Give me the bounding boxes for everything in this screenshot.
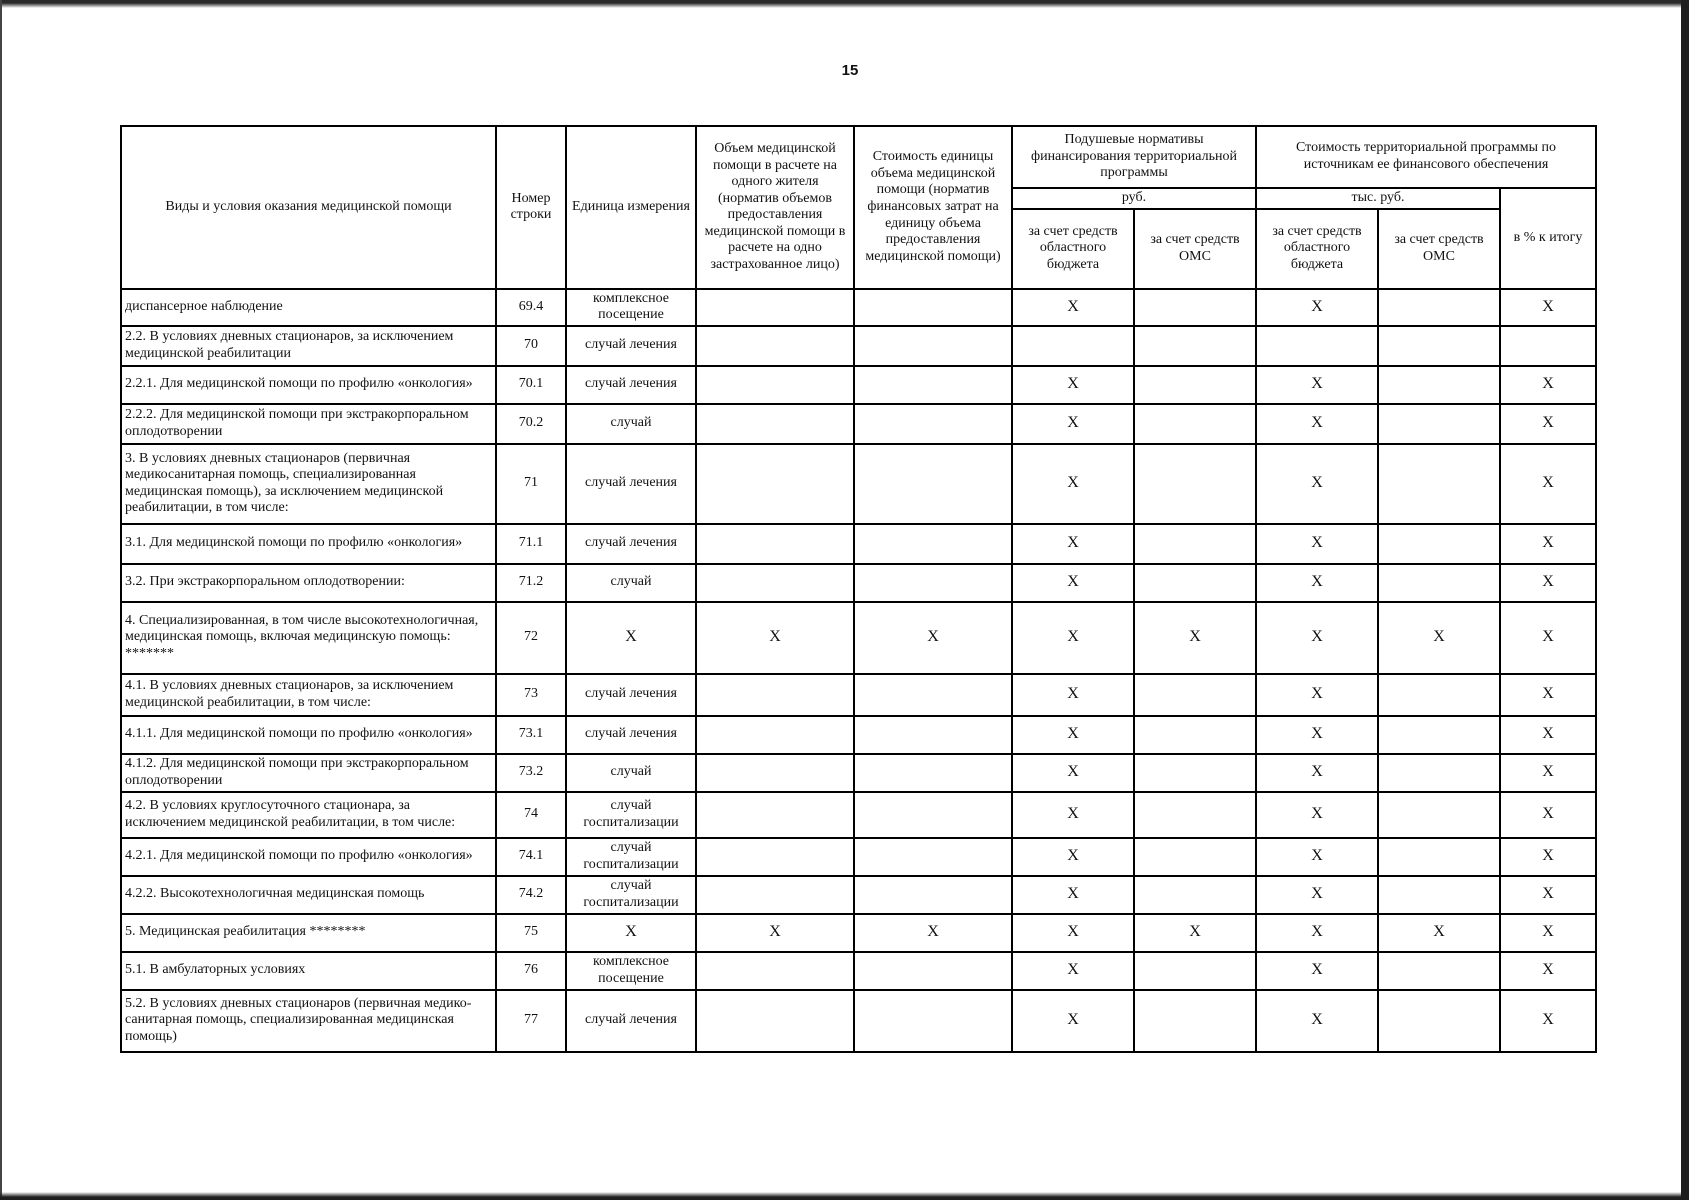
row-number: 73.2: [496, 754, 566, 792]
cell-cost-oms: [1378, 404, 1500, 444]
scan-edge-bottom: [0, 1192, 1689, 1200]
table-row: [121, 404, 1596, 444]
cell-percent-total: X: [1500, 289, 1596, 326]
cell-per-capita-regional: X: [1012, 444, 1134, 524]
cell-per-capita-oms: [1134, 404, 1256, 444]
cell-cost-regional: X: [1256, 876, 1378, 914]
cell-cost-oms: [1378, 524, 1500, 564]
cell-percent-total: X: [1500, 444, 1596, 524]
cell-per-capita-oms: [1134, 990, 1256, 1052]
cell-cost-oms: [1378, 674, 1500, 716]
cell-unit-cost: [854, 674, 1012, 716]
table-row: [121, 444, 1596, 524]
cell-volume: [696, 792, 854, 838]
table-row: [121, 914, 1596, 952]
cell-unit-cost: [854, 838, 1012, 876]
cell-per-capita-regional: X: [1012, 838, 1134, 876]
cell-cost-oms: [1378, 289, 1500, 326]
cell-unit-cost: [854, 524, 1012, 564]
table-row: [121, 289, 1596, 326]
cell-per-capita-regional: X: [1012, 792, 1134, 838]
cell-cost-oms: X: [1378, 914, 1500, 952]
program-cost-table: [120, 125, 1597, 1053]
cell-per-capita-oms: X: [1134, 602, 1256, 674]
table-row: [121, 952, 1596, 990]
cell-cost-oms: [1378, 792, 1500, 838]
row-unit: случай: [566, 564, 696, 602]
cell-cost-oms: [1378, 990, 1500, 1052]
cell-cost-regional: X: [1256, 754, 1378, 792]
header-unit-cost: Стоимость единицы объема медицинской помощи (норматив финансовых затрат на единицу объема предоставления медицинской помощи): [854, 126, 1012, 289]
cell-percent-total: X: [1500, 674, 1596, 716]
cell-volume: [696, 564, 854, 602]
row-number: 75: [496, 914, 566, 952]
cell-per-capita-regional: X: [1012, 754, 1134, 792]
cell-cost-regional: X: [1256, 914, 1378, 952]
cell-unit-cost: [854, 289, 1012, 326]
row-number: 74.2: [496, 876, 566, 914]
cell-per-capita-regional: X: [1012, 602, 1134, 674]
header-per-capita-oms: за счет средств ОМС: [1134, 209, 1256, 289]
cell-cost-regional: X: [1256, 716, 1378, 754]
row-number: 70.2: [496, 404, 566, 444]
cell-per-capita-oms: [1134, 792, 1256, 838]
row-name: 2.2.1. Для медицинской помощи по профилю «онкология»: [121, 366, 496, 404]
cell-per-capita-regional: X: [1012, 990, 1134, 1052]
row-number: 73: [496, 674, 566, 716]
page-number: 15: [841, 62, 859, 79]
row-name: 3. В условиях дневных стационаров (первичная медикосанитарная помощь, специализированная медицинская помощь), за исключением медицинской реабилитации, в том числе:: [121, 444, 496, 524]
cell-percent-total: X: [1500, 404, 1596, 444]
cell-volume: [696, 716, 854, 754]
cell-volume: [696, 444, 854, 524]
row-name: 5.1. В амбулаторных условиях: [121, 952, 496, 990]
cell-cost-oms: [1378, 716, 1500, 754]
cell-percent-total: X: [1500, 990, 1596, 1052]
row-name: 4.1.2. Для медицинской помощи при экстракорпоральном оплодотворении: [121, 754, 496, 792]
table-row: [121, 564, 1596, 602]
table-row: [121, 754, 1596, 792]
cell-unit-cost: [854, 990, 1012, 1052]
cell-per-capita-regional: X: [1012, 952, 1134, 990]
cell-percent-total: X: [1500, 838, 1596, 876]
cell-unit-cost: [854, 876, 1012, 914]
cell-volume: [696, 876, 854, 914]
table-row: [121, 326, 1596, 366]
cell-percent-total: X: [1500, 716, 1596, 754]
row-number: 71: [496, 444, 566, 524]
header-cost-regional: за счет средств областного бюджета: [1256, 209, 1378, 289]
cell-volume: X: [696, 914, 854, 952]
cell-cost-regional: X: [1256, 289, 1378, 326]
header-unit-rub: руб.: [1012, 188, 1256, 209]
row-number: 70: [496, 326, 566, 366]
row-unit: случай лечения: [566, 990, 696, 1052]
cell-per-capita-regional: X: [1012, 716, 1134, 754]
row-number: 70.1: [496, 366, 566, 404]
cell-percent-total: X: [1500, 876, 1596, 914]
header-program-cost-group: Стоимость территориальной программы по источникам ее финансового обеспечения: [1256, 126, 1596, 188]
cell-per-capita-regional: X: [1012, 564, 1134, 602]
cell-unit-cost: [854, 754, 1012, 792]
cell-cost-regional: X: [1256, 792, 1378, 838]
cell-volume: [696, 754, 854, 792]
cell-cost-oms: [1378, 838, 1500, 876]
cell-cost-oms: [1378, 952, 1500, 990]
table-row: [121, 876, 1596, 914]
cell-unit-cost: [854, 444, 1012, 524]
row-number: 74.1: [496, 838, 566, 876]
cell-cost-oms: [1378, 754, 1500, 792]
cell-per-capita-regional: X: [1012, 404, 1134, 444]
cell-per-capita-oms: [1134, 326, 1256, 366]
cell-per-capita-oms: [1134, 444, 1256, 524]
row-number: 71.1: [496, 524, 566, 564]
cell-percent-total: X: [1500, 952, 1596, 990]
row-name: 4.2.1. Для медицинской помощи по профилю «онкология»: [121, 838, 496, 876]
row-unit: случай лечения: [566, 366, 696, 404]
row-unit: случай лечения: [566, 674, 696, 716]
header-per-capita-regional: за счет средств областного бюджета: [1012, 209, 1134, 289]
cell-cost-oms: X: [1378, 602, 1500, 674]
cell-cost-regional: X: [1256, 838, 1378, 876]
cell-per-capita-regional: X: [1012, 366, 1134, 404]
cell-per-capita-oms: X: [1134, 914, 1256, 952]
cell-cost-regional: X: [1256, 444, 1378, 524]
row-unit: случай лечения: [566, 716, 696, 754]
cell-unit-cost: [854, 326, 1012, 366]
cell-cost-regional: X: [1256, 524, 1378, 564]
row-number: 69.4: [496, 289, 566, 326]
cell-unit-cost: [854, 716, 1012, 754]
cell-volume: [696, 990, 854, 1052]
cell-volume: [696, 366, 854, 404]
header-unit-thousand-rub: тыс. руб.: [1256, 188, 1500, 209]
cell-percent-total: X: [1500, 366, 1596, 404]
cell-cost-regional: X: [1256, 674, 1378, 716]
cell-percent-total: X: [1500, 792, 1596, 838]
cell-volume: [696, 326, 854, 366]
cell-cost-regional: X: [1256, 602, 1378, 674]
cell-percent-total: X: [1500, 754, 1596, 792]
cell-volume: [696, 289, 854, 326]
header-unit: Единица измерения: [566, 126, 696, 289]
scan-edge-left: [0, 0, 2, 1200]
cell-per-capita-oms: [1134, 838, 1256, 876]
cell-per-capita-oms: [1134, 754, 1256, 792]
cell-per-capita-regional: X: [1012, 524, 1134, 564]
header-type-of-care: Виды и условия оказания медицинской помощи: [121, 126, 496, 289]
row-name: 5.2. В условиях дневных стационаров (первичная медико-санитарная помощь, специализированная медицинская помощь): [121, 990, 496, 1052]
row-name: 4.2. В условиях круглосуточного стационара, за исключением медицинской реабилитации, в том числе:: [121, 792, 496, 838]
table-body: [121, 289, 1596, 1052]
cell-unit-cost: X: [854, 602, 1012, 674]
scan-edge-right: [1681, 0, 1689, 1200]
cell-unit-cost: X: [854, 914, 1012, 952]
header-percent-total: в % к итогу: [1500, 188, 1596, 289]
cell-cost-regional: [1256, 326, 1378, 366]
row-number: 73.1: [496, 716, 566, 754]
table-row: [121, 838, 1596, 876]
cell-per-capita-oms: [1134, 366, 1256, 404]
cell-unit-cost: [854, 792, 1012, 838]
cell-volume: [696, 674, 854, 716]
cell-per-capita-oms: [1134, 564, 1256, 602]
cell-volume: X: [696, 602, 854, 674]
row-number: 74: [496, 792, 566, 838]
row-unit: случай лечения: [566, 326, 696, 366]
row-name: 4. Специализированная, в том числе высокотехнологичная, медицинская помощь, включая медицинскую помощь: *******: [121, 602, 496, 674]
cell-cost-regional: X: [1256, 366, 1378, 404]
cell-percent-total: X: [1500, 914, 1596, 952]
scan-edge-top: [0, 0, 1689, 8]
cell-cost-regional: X: [1256, 404, 1378, 444]
row-number: 72: [496, 602, 566, 674]
table-row: [121, 990, 1596, 1052]
row-unit: случай госпитализации: [566, 792, 696, 838]
row-unit: X: [566, 602, 696, 674]
cell-cost-oms: [1378, 564, 1500, 602]
row-name: диспансерное наблюдение: [121, 289, 496, 326]
table-row: [121, 602, 1596, 674]
row-unit: комплексное посещение: [566, 289, 696, 326]
row-unit: случай: [566, 754, 696, 792]
cell-per-capita-regional: X: [1012, 876, 1134, 914]
cell-cost-regional: X: [1256, 990, 1378, 1052]
row-name: 2.2. В условиях дневных стационаров, за исключением медицинской реабилитации: [121, 326, 496, 366]
cell-volume: [696, 404, 854, 444]
cell-per-capita-regional: [1012, 326, 1134, 366]
row-name: 4.1.1. Для медицинской помощи по профилю «онкология»: [121, 716, 496, 754]
cell-per-capita-oms: [1134, 876, 1256, 914]
cell-per-capita-oms: [1134, 952, 1256, 990]
row-unit: случай госпитализации: [566, 838, 696, 876]
cell-cost-oms: [1378, 876, 1500, 914]
row-unit: случай: [566, 404, 696, 444]
cell-cost-regional: X: [1256, 564, 1378, 602]
cell-cost-oms: [1378, 366, 1500, 404]
cell-cost-oms: [1378, 326, 1500, 366]
cell-per-capita-regional: X: [1012, 674, 1134, 716]
row-name: 3.1. Для медицинской помощи по профилю «онкология»: [121, 524, 496, 564]
row-name: 3.2. При экстракорпоральном оплодотворении:: [121, 564, 496, 602]
cell-cost-regional: X: [1256, 952, 1378, 990]
cell-percent-total: [1500, 326, 1596, 366]
header-cost-oms: за счет средств ОМС: [1378, 209, 1500, 289]
table-row: [121, 366, 1596, 404]
header-volume: Объем медицинской помощи в расчете на одного жителя (норматив объемов предоставления медицинской помощи в расчете на одно застрахованное лицо): [696, 126, 854, 289]
cell-per-capita-regional: X: [1012, 289, 1134, 326]
cell-percent-total: X: [1500, 602, 1596, 674]
table-header: [121, 126, 1596, 289]
table-row: [121, 716, 1596, 754]
table-row: [121, 524, 1596, 564]
cell-per-capita-oms: [1134, 289, 1256, 326]
row-number: 76: [496, 952, 566, 990]
row-unit: случай госпитализации: [566, 876, 696, 914]
cell-per-capita-oms: [1134, 674, 1256, 716]
table-row: [121, 792, 1596, 838]
row-number: 71.2: [496, 564, 566, 602]
cell-volume: [696, 838, 854, 876]
cell-percent-total: X: [1500, 524, 1596, 564]
cell-cost-oms: [1378, 444, 1500, 524]
row-name: 2.2.2. Для медицинской помощи при экстракорпоральном оплодотворении: [121, 404, 496, 444]
header-row-number: Номер строки: [496, 126, 566, 289]
cell-unit-cost: [854, 564, 1012, 602]
cell-unit-cost: [854, 366, 1012, 404]
row-unit: X: [566, 914, 696, 952]
cell-percent-total: X: [1500, 564, 1596, 602]
cell-per-capita-regional: X: [1012, 914, 1134, 952]
row-unit: комплексное посещение: [566, 952, 696, 990]
row-name: 5. Медицинская реабилитация ********: [121, 914, 496, 952]
row-unit: случай лечения: [566, 444, 696, 524]
cell-per-capita-oms: [1134, 524, 1256, 564]
cell-volume: [696, 952, 854, 990]
row-number: 77: [496, 990, 566, 1052]
row-unit: случай лечения: [566, 524, 696, 564]
header-per-capita-group: Подушевые нормативы финансирования территориальной программы: [1012, 126, 1256, 188]
cell-unit-cost: [854, 952, 1012, 990]
cell-volume: [696, 524, 854, 564]
row-name: 4.1. В условиях дневных стационаров, за исключением медицинской реабилитации, в том числе:: [121, 674, 496, 716]
table-row: [121, 674, 1596, 716]
cell-unit-cost: [854, 404, 1012, 444]
cell-per-capita-oms: [1134, 716, 1256, 754]
row-name: 4.2.2. Высокотехнологичная медицинская помощь: [121, 876, 496, 914]
